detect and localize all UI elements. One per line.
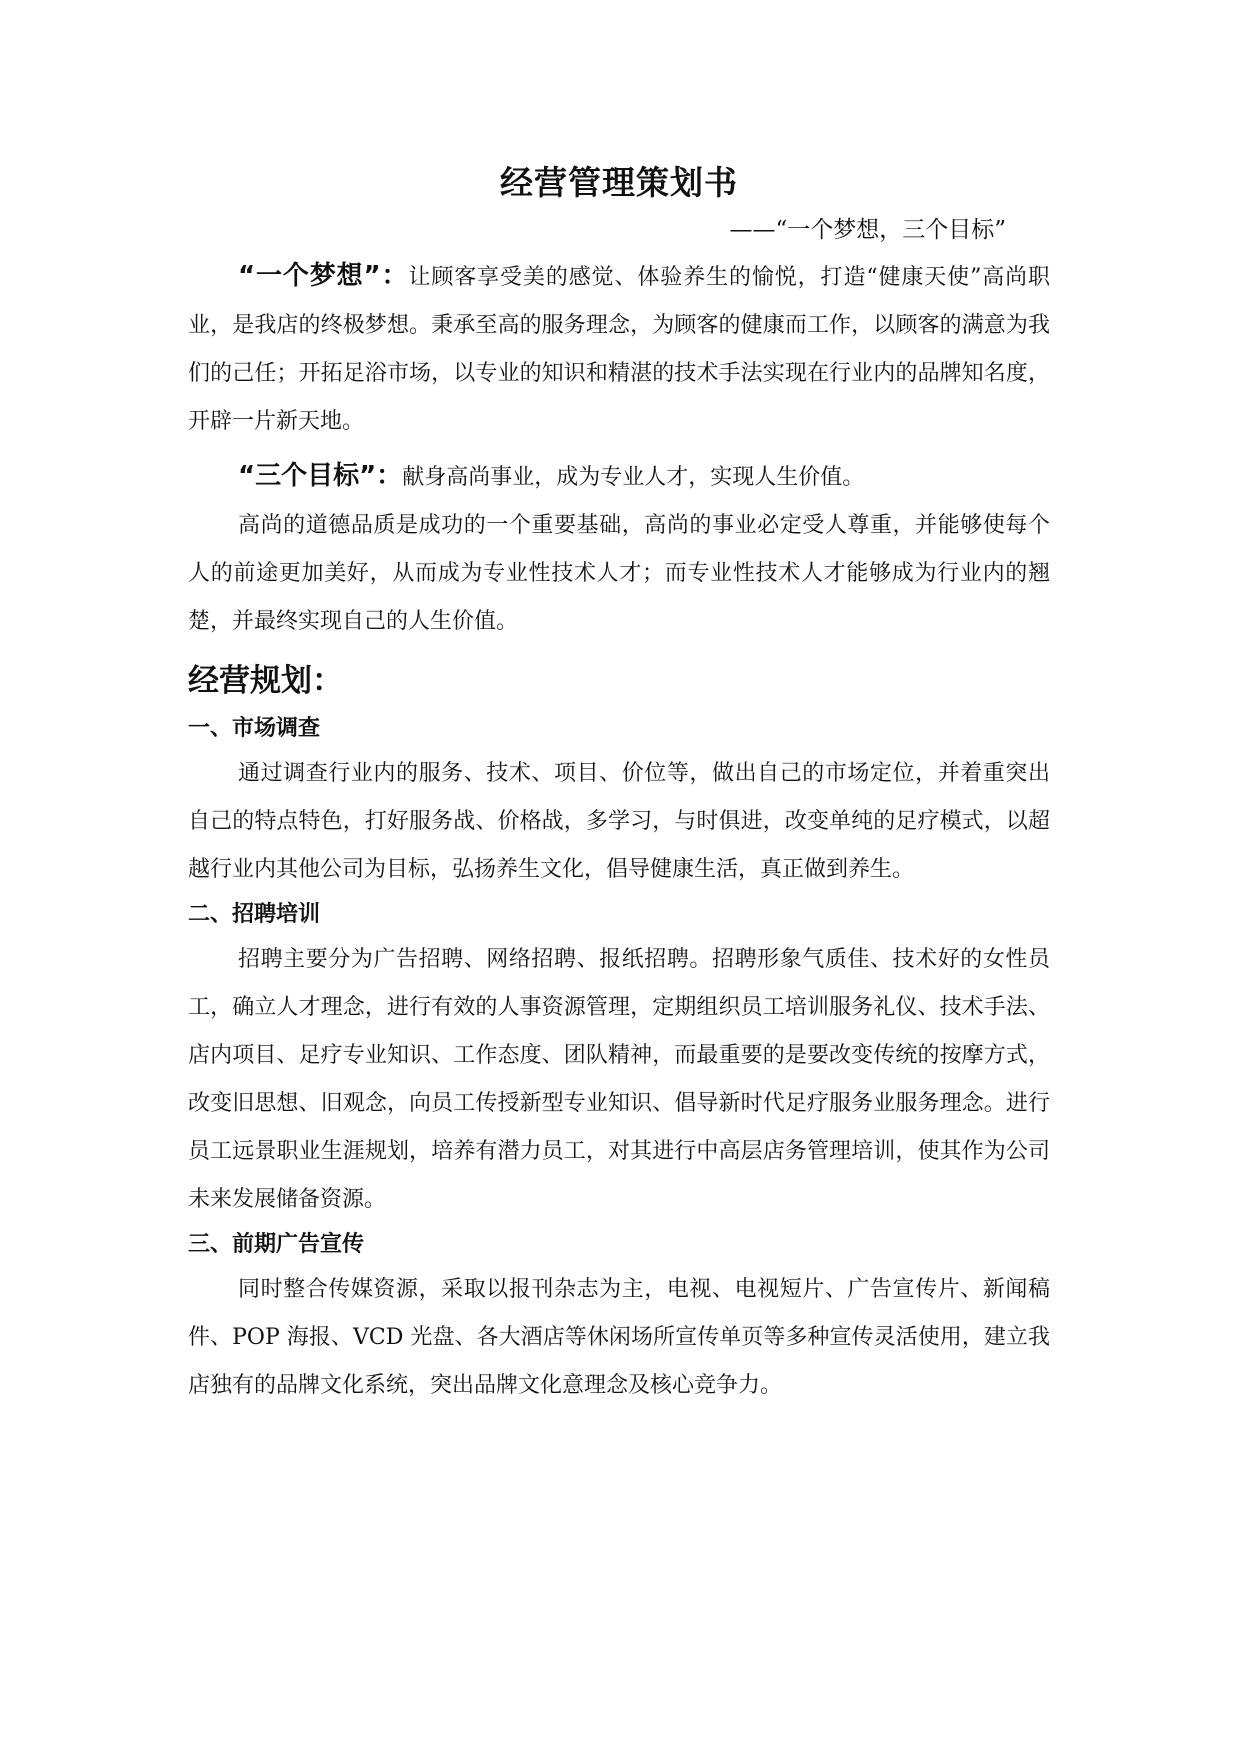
- document-title: 经营管理策划书: [500, 163, 738, 202]
- plan-heading: 经营规划：: [188, 663, 343, 699]
- document-subtitle: ——“一个梦想，三个目标”: [729, 217, 1006, 243]
- section-text-market-research: 通过调查行业内的服务、技术、项目、价位等，做出自己的市场定位，并着重突出自己的特点特色，打好服务战、价格战，多学习，与时俱进，改变单纯的足疗模式，以超越行业内其他公司为目标，弘扬养生文化，倡导健康生活，真正做到养生。: [188, 761, 1050, 882]
- section-heading-recruitment-training: 二、招聘培训: [188, 902, 321, 927]
- goals-paragraph: [188, 452, 1050, 502]
- dream-paragraph: [188, 252, 1050, 446]
- section-heading-advertising: 三、前期广告宣传: [188, 1232, 365, 1257]
- dream-text: 让顾客享受美的感觉、体验养生的愉悦，打造“健康天使”高尚职业，是我店的终极梦想。秉承至高的服务理念，为顾客的健康而工作，以顾客的满意为我们的己任；开拓足浴市场，以专业的知识和精湛的技术手法实现在行业内的品牌知名度，开辟一片新天地。: [188, 265, 1050, 434]
- section-heading-market-research: 一、市场调查: [188, 716, 321, 741]
- goals-text: 献身高尚事业，成为专业人才，实现人生价值。: [402, 465, 865, 490]
- section-text-recruitment-training: 招聘主要分为广告招聘、网络招聘、报纸招聘。招聘形象气质佳、技术好的女性员工，确立人才理念，进行有效的人事资源管理，定期组织员工培训服务礼仪、技术手法、店内项目、足疗专业知识、工作态度、团队精神，而最重要的是要改变传统的按摩方式，改变旧思想、旧观念，向员工传授新型专业知识、倡导新时代足疗服务业服务理念。进行员工远景职业生涯规划，培养有潜力员工，对其进行中高层店务管理培训，使其作为公司未来发展储备资源。: [188, 947, 1050, 1212]
- dream-lead: “一个梦想”：: [238, 261, 409, 291]
- values-paragraph: 高尚的道德品质是成功的一个重要基础，高尚的事业必定受人尊重，并能够使每个人的前途更加美好，从而成为专业性技术人才；而专业性技术人才能够成为行业内的翘楚，并最终实现自己的人生价值。: [188, 513, 1050, 634]
- section-text-advertising: 同时整合传媒资源，采取以报刊杂志为主，电视、电视短片、广告宣传片、新闻稿件、POP 海报、VCD 光盘、各大酒店等休闲场所宣传单页等多种宣传灵活使用，建立我店独有的品牌文化系统，突出品牌文化意理念及核心竞争力。: [188, 1277, 1050, 1398]
- document-page: [188, 158, 1050, 1410]
- goals-lead: “三个目标”：: [238, 461, 403, 491]
